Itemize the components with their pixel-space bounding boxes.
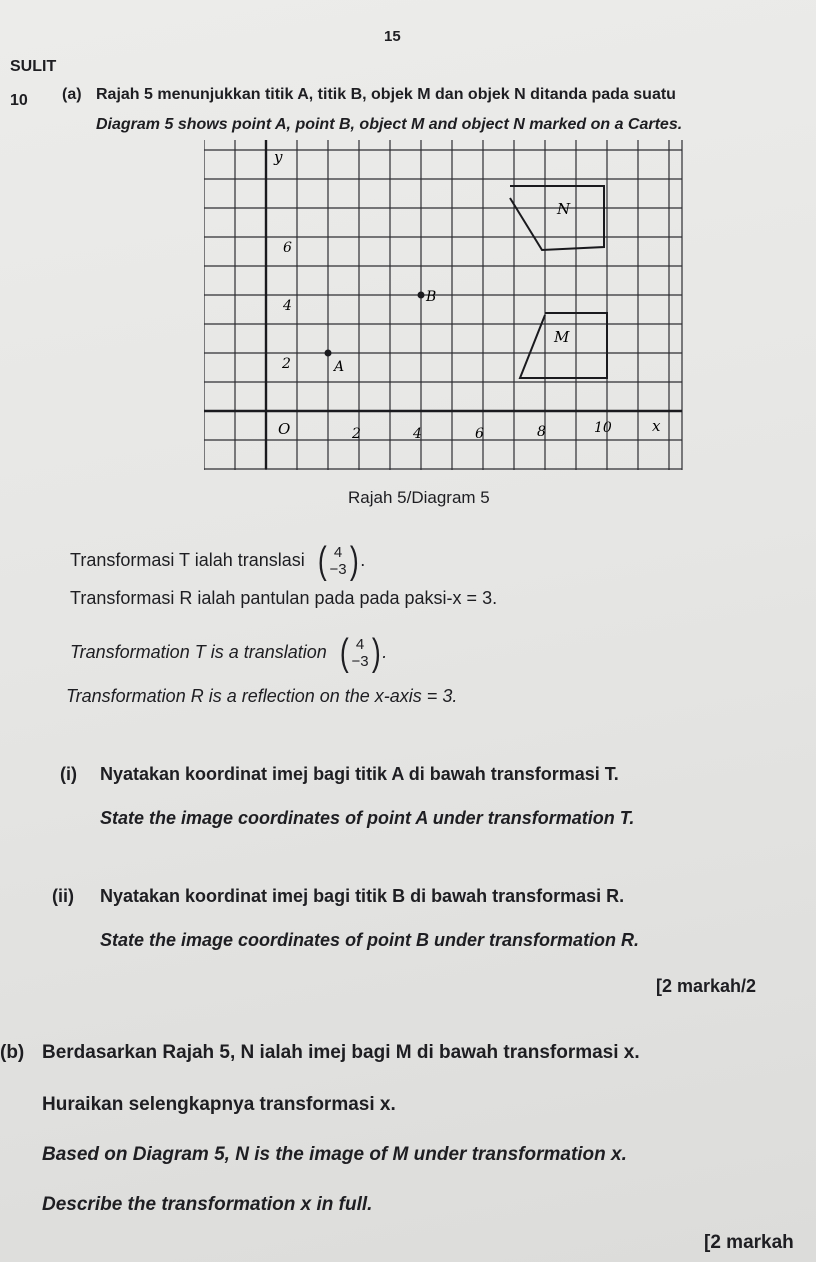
point-b-label: B (426, 289, 437, 305)
classification-label: SULIT (10, 58, 57, 75)
x-tick-label: 8 (537, 424, 546, 440)
vector-bottom: −3 (351, 653, 369, 670)
y-tick-label: 6 (283, 240, 292, 256)
x-tick-label: 2 (352, 426, 361, 442)
part-i-malay: Nyatakan koordinat imej bagi titik A di bawah transformasi T. (100, 764, 619, 784)
cartesian-diagram (204, 140, 686, 476)
transformation-t-english (70, 634, 387, 672)
part-b-malay-statement: Berdasarkan Rajah 5, N ialah imej bagi M di bawah transformasi x. (42, 1042, 640, 1063)
y-axis-label: y (274, 148, 283, 166)
part-b-marks: [2 markah (704, 1232, 794, 1253)
part-ii-marks: [2 markah/2 (656, 976, 757, 996)
question-intro-malay: Rajah 5 menunjukkan titik A, titik B, objek M dan objek N ditanda pada suatu (96, 86, 676, 103)
y-tick-label: 2 (282, 356, 291, 372)
period: . (360, 549, 366, 570)
part-i-english: State the image coordinates of point A under transformation T. (100, 808, 635, 828)
translation-vector (338, 634, 382, 672)
part-ii-english: State the image coordinates of point B under transformation R. (100, 930, 640, 950)
transformation-r-malay: Transformasi R ialah pantulan pada pada paksi-x = 3. (70, 588, 498, 608)
question-number: 10 (10, 92, 28, 109)
origin-label: O (278, 420, 291, 438)
part-b-malay-instruction: Huraikan selengkapnya transformasi x. (42, 1094, 396, 1115)
x-tick-label: 10 (594, 420, 612, 436)
right-paren: ) (349, 540, 359, 582)
transformation-t-malay (70, 542, 365, 580)
part-ii-malay: Nyatakan koordinat imej bagi titik B di bawah transformasi R. (100, 886, 625, 906)
x-tick-label: 4 (413, 426, 422, 442)
vector-top: 4 (355, 636, 365, 653)
point-a-label: A (334, 359, 345, 375)
vector-top: 4 (333, 544, 343, 561)
period: . (382, 641, 388, 662)
vector-values (328, 544, 347, 578)
object-n-label: N (557, 200, 571, 218)
page-number: 15 (384, 28, 401, 45)
y-tick-label: 4 (283, 298, 292, 314)
part-a-label: (a) (62, 86, 82, 103)
object-n-shape (510, 186, 604, 250)
x-tick-label: 6 (475, 426, 484, 442)
left-paren: ( (339, 632, 349, 674)
x-axis-label: x (652, 417, 661, 435)
transformation-t-malay-text: Transformasi T ialah translasi (70, 549, 305, 570)
question-intro-english: Diagram 5 shows point A, point B, object M and object N marked on a Cartes. (96, 116, 683, 133)
transformation-r-english: Transformation R is a reflection on the x-axis = 3. (66, 686, 458, 706)
point-b (418, 292, 425, 299)
right-paren: ) (371, 632, 381, 674)
part-b-label: (b) (0, 1042, 25, 1063)
part-b-english-instruction: Describe the transformation x in full. (42, 1194, 373, 1215)
vector-values (350, 636, 369, 670)
part-i-label: (i) (60, 764, 77, 784)
object-m-label: M (554, 328, 570, 346)
part-b-english-statement: Based on Diagram 5, N is the image of M under transformation x. (42, 1144, 627, 1165)
left-paren: ( (317, 540, 327, 582)
diagram-caption: Rajah 5/Diagram 5 (348, 488, 490, 507)
translation-vector (316, 542, 360, 580)
transformation-t-english-text: Transformation T is a translation (70, 641, 327, 662)
vector-bottom: −3 (329, 561, 347, 578)
point-a (325, 350, 332, 357)
part-ii-label: (ii) (52, 886, 74, 906)
